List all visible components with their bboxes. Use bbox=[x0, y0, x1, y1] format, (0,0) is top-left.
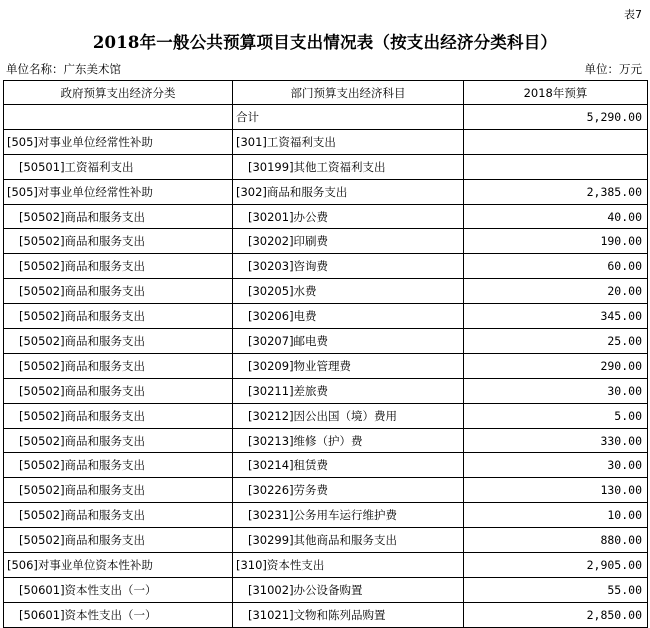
gov-class-cell: [50502]商品和服务支出 bbox=[4, 254, 233, 279]
table-row bbox=[4, 553, 648, 578]
gov-class-cell: [50502]商品和服务支出 bbox=[4, 229, 233, 254]
gov-class-cell: [50502]商品和服务支出 bbox=[4, 403, 233, 428]
page-title: 2018年一般公共预算项目支出情况表（按支出经济分类科目） bbox=[92, 33, 558, 52]
dept-subject-cell: [30202]印刷费 bbox=[233, 229, 464, 254]
gov-class-cell: [50502]商品和服务支出 bbox=[4, 204, 233, 229]
table-row bbox=[4, 254, 648, 279]
gov-class-cell: [50502]商品和服务支出 bbox=[4, 329, 233, 354]
table-row bbox=[4, 403, 648, 428]
gov-class-cell: [50502]商品和服务支出 bbox=[4, 528, 233, 553]
table-row bbox=[4, 154, 648, 179]
gov-class-cell: [50502]商品和服务支出 bbox=[4, 503, 233, 528]
budget-amount-cell: 330.00 bbox=[464, 428, 648, 453]
budget-amount-cell: 130.00 bbox=[464, 478, 648, 503]
dept-subject-cell: [30206]电费 bbox=[233, 304, 464, 329]
budget-amount-cell: 2,850.00 bbox=[464, 602, 648, 627]
table-row bbox=[4, 304, 648, 329]
dept-subject-cell: [30226]劳务费 bbox=[233, 478, 464, 503]
table-row bbox=[4, 528, 648, 553]
budget-amount-cell: 55.00 bbox=[464, 577, 648, 602]
gov-class-cell: [505]对事业单位经常性补助 bbox=[4, 129, 233, 154]
budget-amount-cell: 60.00 bbox=[464, 254, 648, 279]
budget-amount-cell: 2,385.00 bbox=[464, 179, 648, 204]
budget-amount-cell: 190.00 bbox=[464, 229, 648, 254]
dept-subject-cell: [30231]公务用车运行维护费 bbox=[233, 503, 464, 528]
gov-class-cell: [50502]商品和服务支出 bbox=[4, 378, 233, 403]
gov-class-cell: [50502]商品和服务支出 bbox=[4, 304, 233, 329]
dept-subject-cell: [31021]文物和陈列品购置 bbox=[233, 602, 464, 627]
dept-subject-cell: [31002]办公设备购置 bbox=[233, 577, 464, 602]
dept-subject-cell: [30205]水费 bbox=[233, 279, 464, 304]
table-row bbox=[4, 353, 648, 378]
table-row bbox=[4, 229, 648, 254]
table-number: 表7 bbox=[624, 8, 642, 21]
budget-table bbox=[3, 80, 648, 628]
table-row bbox=[4, 577, 648, 602]
table-row bbox=[4, 503, 648, 528]
table-row bbox=[4, 602, 648, 627]
dept-subject-cell: [30211]差旅费 bbox=[233, 378, 464, 403]
dept-subject-cell: [30214]租赁费 bbox=[233, 453, 464, 478]
table-row bbox=[4, 478, 648, 503]
budget-amount-cell: 20.00 bbox=[464, 279, 648, 304]
dept-subject-cell: 合计 bbox=[233, 105, 464, 130]
budget-amount-cell bbox=[464, 129, 648, 154]
table-row bbox=[4, 329, 648, 354]
table-row bbox=[4, 129, 648, 154]
gov-class-cell: [50501]工资福利支出 bbox=[4, 154, 233, 179]
budget-amount-cell: 40.00 bbox=[464, 204, 648, 229]
dept-subject-cell: [301]工资福利支出 bbox=[233, 129, 464, 154]
budget-amount-cell bbox=[464, 154, 648, 179]
unit-measure-label: 单位：万元 bbox=[584, 62, 642, 76]
gov-class-cell: [50502]商品和服务支出 bbox=[4, 478, 233, 503]
dept-subject-cell: [30213]维修（护）费 bbox=[233, 428, 464, 453]
column-header-budget: 2018年预算 bbox=[464, 81, 648, 105]
table-body bbox=[4, 105, 648, 628]
dept-subject-cell: [30209]物业管理费 bbox=[233, 353, 464, 378]
table-row bbox=[4, 378, 648, 403]
dept-subject-cell: [302]商品和服务支出 bbox=[233, 179, 464, 204]
dept-subject-cell: [30212]因公出国（境）费用 bbox=[233, 403, 464, 428]
budget-amount-cell: 10.00 bbox=[464, 503, 648, 528]
budget-amount-cell: 2,905.00 bbox=[464, 553, 648, 578]
table-row bbox=[4, 453, 648, 478]
dept-subject-cell: [310]资本性支出 bbox=[233, 553, 464, 578]
table-header-row bbox=[4, 81, 648, 105]
dept-subject-cell: [30207]邮电费 bbox=[233, 329, 464, 354]
budget-amount-cell: 5.00 bbox=[464, 403, 648, 428]
dept-subject-cell: [30299]其他商品和服务支出 bbox=[233, 528, 464, 553]
budget-amount-cell: 5,290.00 bbox=[464, 105, 648, 130]
dept-subject-cell: [30199]其他工资福利支出 bbox=[233, 154, 464, 179]
gov-class-cell: [50601]资本性支出（一） bbox=[4, 602, 233, 627]
gov-class-cell bbox=[4, 105, 233, 130]
gov-class-cell: [506]对事业单位资本性补助 bbox=[4, 553, 233, 578]
budget-amount-cell: 345.00 bbox=[464, 304, 648, 329]
dept-subject-cell: [30201]办公费 bbox=[233, 204, 464, 229]
gov-class-cell: [50601]资本性支出（一） bbox=[4, 577, 233, 602]
unit-name-label: 单位名称：广东美术馆 bbox=[6, 62, 121, 76]
gov-class-cell: [50502]商品和服务支出 bbox=[4, 353, 233, 378]
table-row bbox=[4, 105, 648, 130]
budget-amount-cell: 880.00 bbox=[464, 528, 648, 553]
column-header-dept-subject: 部门预算支出经济科目 bbox=[233, 81, 464, 105]
gov-class-cell: [505]对事业单位经常性补助 bbox=[4, 179, 233, 204]
budget-amount-cell: 25.00 bbox=[464, 329, 648, 354]
gov-class-cell: [50502]商品和服务支出 bbox=[4, 279, 233, 304]
table-row bbox=[4, 279, 648, 304]
column-header-gov-class: 政府预算支出经济分类 bbox=[4, 81, 233, 105]
budget-amount-cell: 290.00 bbox=[464, 353, 648, 378]
dept-subject-cell: [30203]咨询费 bbox=[233, 254, 464, 279]
table-row bbox=[4, 179, 648, 204]
budget-amount-cell: 30.00 bbox=[464, 453, 648, 478]
budget-amount-cell: 30.00 bbox=[464, 378, 648, 403]
table-row bbox=[4, 204, 648, 229]
gov-class-cell: [50502]商品和服务支出 bbox=[4, 428, 233, 453]
gov-class-cell: [50502]商品和服务支出 bbox=[4, 453, 233, 478]
table-row bbox=[4, 428, 648, 453]
